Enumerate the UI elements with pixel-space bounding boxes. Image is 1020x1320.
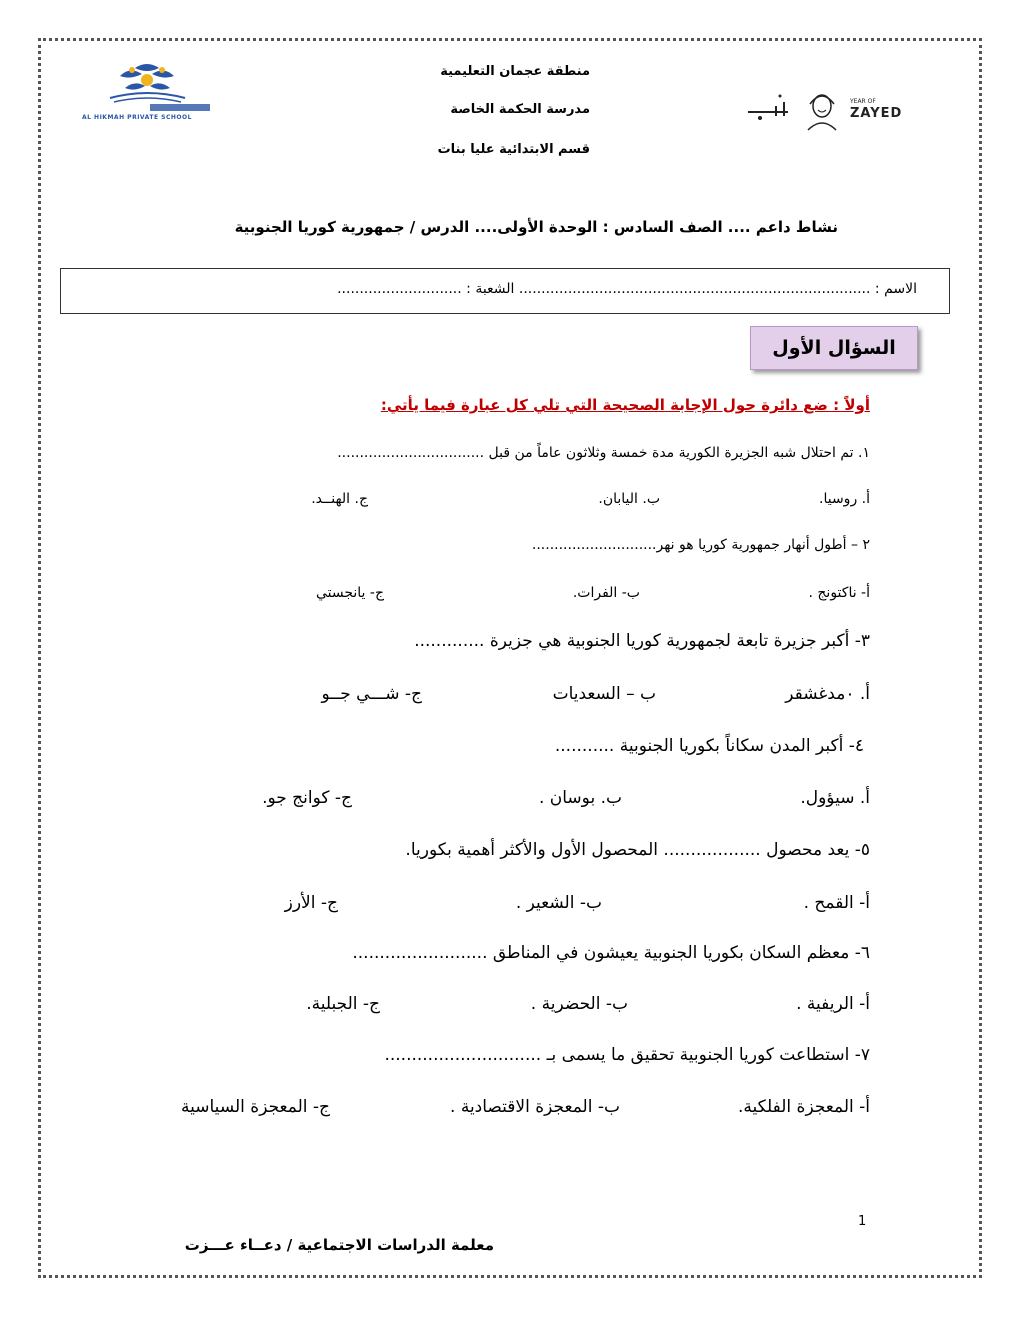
question-5-option-c[interactable]: ج- الأرز xyxy=(284,893,338,913)
zayed-label: ZAYED xyxy=(850,106,903,121)
question-7-option-c[interactable]: ج- المعجزة السياسية xyxy=(181,1097,330,1117)
question-4-option-a[interactable]: أ. سيؤول. xyxy=(800,788,870,808)
instruction: أولاً : ضع دائرة حول الإجابة الصحيحة التي تلي كل عبارة فيما يأتي: xyxy=(380,396,870,414)
question-7-option-b[interactable]: ب- المعجزة الاقتصادية . xyxy=(450,1097,620,1117)
question-6-option-c[interactable]: ج- الجبلية. xyxy=(306,994,380,1014)
question-5-option-a[interactable]: أ- القمح . xyxy=(803,893,870,913)
question-6-text: ٦- معظم السكان بكوريا الجنوبية يعيشون في المناطق ......................... xyxy=(352,943,870,963)
question-1-text: ١. تم احتلال شبه الجزيرة الكورية مدة خمسة وثلاثون عاماً من قبل ................................. xyxy=(337,445,870,461)
question-3-option-b[interactable]: ب – السعديات xyxy=(552,684,656,704)
question-7-text: ٧- استطاعت كوريا الجنوبية تحقيق ما يسمى بـ ............................. xyxy=(384,1045,870,1065)
school-logo-caption: AL HIKMAH PRIVATE SCHOOL xyxy=(82,114,192,121)
question-6-option-a[interactable]: أ- الريفية . xyxy=(796,994,870,1014)
question-1-option-c[interactable]: ج. الهنــد. xyxy=(311,491,368,507)
name-box xyxy=(60,268,950,314)
question-5-text: ٥- يعد محصول .................. المحصول الأول والأكثر أهمية بكوريا. xyxy=(405,840,870,860)
portrait-icon xyxy=(804,88,840,132)
year-of-label: YEAR OF xyxy=(850,98,876,105)
question-2-text: ٢ – أطول أنهار جمهورية كوريا هو نهر............................ xyxy=(531,537,870,553)
question-4-text: ٤- أكبر المدن سكاناً بكوريا الجنوبية ........... xyxy=(554,736,864,756)
question-7-option-a[interactable]: أ- المعجزة الفلكية. xyxy=(737,1097,870,1117)
section-label: السؤال الأول xyxy=(750,326,918,370)
header-line-1: منطقة عجمان التعليمية xyxy=(440,64,590,79)
question-1-option-b[interactable]: ب. اليابان. xyxy=(598,491,660,507)
header-line-3: قسم الابتدائية عليا بنات xyxy=(437,142,590,157)
question-3-text: ٣- أكبر جزيرة تابعة لجمهورية كوريا الجنوبية هي جزيرة ............. xyxy=(414,631,870,651)
question-3-option-c[interactable]: ج- شـــي جــو xyxy=(321,684,422,704)
name-section-line: الاسم : ............................................................................... الشعبة : ............................ xyxy=(337,281,917,297)
question-2-option-c[interactable]: ج- يانجستي xyxy=(315,585,384,601)
zayed-arabic-mark-icon xyxy=(740,88,800,132)
question-4-option-b[interactable]: ب. بوسان . xyxy=(538,788,622,808)
question-5-option-b[interactable]: ب- الشعير . xyxy=(515,893,602,913)
question-6-option-b[interactable]: ب- الحضرية . xyxy=(530,994,628,1014)
question-1-option-a[interactable]: أ. روسيا. xyxy=(819,491,870,507)
question-4-option-c[interactable]: ج- كوانج جو. xyxy=(262,788,352,808)
year-of-zayed-logo xyxy=(740,88,920,132)
question-2-option-b[interactable]: ب- الفرات. xyxy=(572,585,640,601)
header-line-2: مدرسة الحكمة الخاصة xyxy=(450,102,590,117)
page-number: 1 xyxy=(858,1214,867,1229)
school-logo xyxy=(80,60,220,130)
page-title: نشاط داعم .... الصف السادس : الوحدة الأولى.... الدرس / جمهورية كوريا الجنوبية xyxy=(234,218,838,236)
question-3-option-a[interactable]: أ. ٠مدغشقر xyxy=(785,684,870,704)
footer-teacher: معلمة الدراسات الاجتماعية / دعــاء عـــزت xyxy=(184,1236,494,1254)
question-2-option-a[interactable]: أ- ناكتونج . xyxy=(808,585,870,601)
